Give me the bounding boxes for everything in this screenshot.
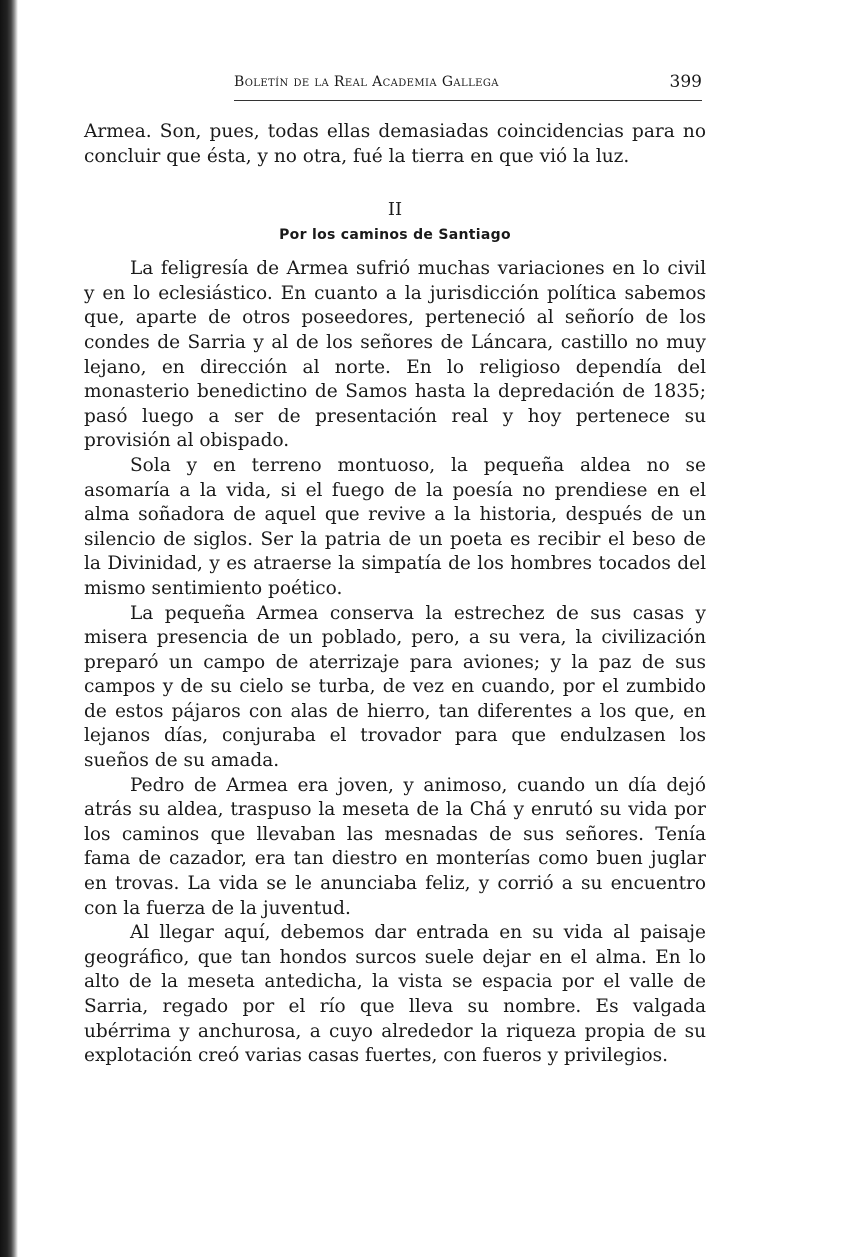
- paragraph: Al llegar aquí, debemos dar entrada en su vida al paisaje geográfico, que tan hondos surcos suele dejar en el alma. En lo alto de la meseta antedicha, la vista se espacia por el valle de Sarria, regado por el río que lleva su nombre. Es valgada ubérrima y anchurosa, a cuyo alrededor la riqueza propia de su explotación creó varias casas fuertes, con fueros y privilegios.: [84, 922, 706, 1067]
- section-number: II: [387, 199, 403, 221]
- paragraph-continuation: Armea. Son, pues, todas ellas demasiadas coincidencias para no concluir que ésta, y no otra, fué la tierra en que vió la luz.: [84, 121, 706, 167]
- page-header: [234, 70, 702, 101]
- paragraph: La feligresía de Armea sufrió muchas variaciones en lo civil y en lo eclesiástico. En cuanto a la jurisdicción política sabemos que, aparte de otros poseedores, perteneció al señorío de los condes de Sarria y al de los señores de Láncara, castillo no muy lejano, en dirección al norte. En lo religioso dependía del monasterio benedictino de Samos hasta la depredación de 1835; pasó luego a ser de presentación real y hoy pertenece su provisión al obispado.: [84, 258, 706, 452]
- paragraph: Pedro de Armea era joven, y animoso, cuando un día dejó atrás su aldea, traspuso la meseta de la Chá y enrutó su vida por los caminos que llevaban las mesnadas de sus señores. Tenía fama de cazador, era tan diestro en monterías como buen juglar en trovas. La vida se le anunciaba feliz, y corrió a su encuentro con la fuerza de la juventud.: [84, 774, 706, 919]
- running-title: Boletín de la Real Academia Gallega: [234, 74, 499, 90]
- paragraph: Sola y en terreno montuoso, la pequeña aldea no se asomaría a la vida, si el fuego de la poesía no prendiese en el alma soñadora de aquel que revive a la historia, después de un silencio de siglos. Ser la patria de un poeta es recibir el beso de la Divinidad, y es atraerse la simpatía de los hombres tocados del mismo sentimiento poético.: [84, 454, 706, 599]
- paragraph: La pequeña Armea conserva la estrechez de sus casas y misera presencia de un poblado, pero, a su vera, la civilización preparó un campo de aterrizaje para aviones; y la paz de sus campos y de su cielo se turba, de vez en cuando, por el zumbido de estos pájaros con alas de hierro, tan diferentes a los que, en lejanos días, conjuraba el trovador para que endulzasen los sueños de su amada.: [84, 602, 706, 772]
- section-title: Por los caminos de Santiago: [279, 227, 511, 244]
- body-text: [84, 120, 706, 1069]
- page-number: 399: [669, 72, 702, 92]
- page-binding-edge: [0, 0, 18, 1257]
